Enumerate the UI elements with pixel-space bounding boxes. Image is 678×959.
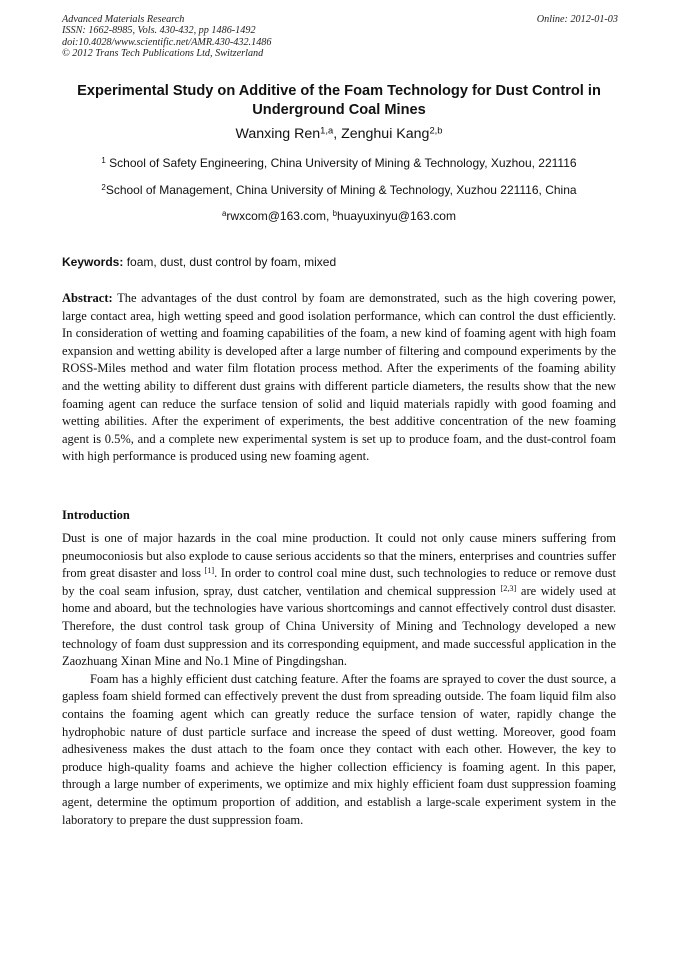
abstract	[62, 290, 616, 466]
affiliation-superscript: 1	[101, 156, 106, 166]
paragraph-text: are widely used at home and aboard, but the technologies have various shortcomings and cannot effectively control dust disaster. Therefore, the dust control task group of China University of Mining and Technology developed a new technology of foam dust suppression and its corresponding equipment, and made successful application in the Zaozhuang Xinan Mine and No.1 Mine of Pingdingshan.	[62, 583, 616, 669]
copyright-line: © 2012 Trans Tech Publications Ltd, Switzerland	[62, 47, 264, 59]
email-superscript: b	[332, 209, 338, 219]
affiliation-1	[62, 155, 616, 171]
paper-title: Experimental Study on Additive of the Foam Technology for Dust Control in Underground Coal Mines	[77, 83, 601, 118]
keywords-label: Keywords:	[62, 255, 124, 269]
paragraph	[62, 530, 616, 671]
section-heading: Introduction	[62, 508, 130, 522]
author-name: Zenghui Kang	[341, 126, 430, 142]
paragraph-text: . In order to control coal mine dust, such technologies to reduce or remove dust by the coal seam infusion, spray, dust catcher, ventilation and chemical suppression	[62, 566, 616, 598]
affiliation-text: School of Safety Engineering, China University of Mining & Technology, Xuzhou, 221116	[105, 156, 577, 170]
abstract-label: Abstract:	[62, 291, 113, 305]
affiliation-text: School of Management, China University of Mining & Technology, Xuzhou 221116, China	[105, 183, 577, 197]
email-address: huayuxinyu@163.com	[337, 209, 456, 223]
citation: [2,3]	[500, 583, 517, 593]
citation: [1]	[204, 566, 215, 576]
keywords-text: foam, dust, dust control by foam, mixed	[123, 255, 337, 269]
affiliation-superscript: 2	[101, 183, 106, 193]
paragraph: Foam has a highly efficient dust catching feature. After the foams are sprayed to cover the dust source, a gapless foam shield formed can effectively prevent the dust from spreading outside. The foam liquid film also contains the foaming agent which can greatly reduce the surface tension of water, rapidly change the hydrophobic nature of dust particle surface and increase the speed of dust wetting. Moreover, good foam adhesiveness makes the dust attach to the foam once they contact with each other. However, the key to produce high-quality foams and achieve the higher collection efficiency is foaming agent. In this paper, through a large number of experiments, we optimize and mix highly efficient foam dust suppression foaming agent, determine the optimum proportion of addition, and establish a large-scale experiment system in the laboratory to prepare the dust suppression foam.	[62, 671, 616, 827]
author-line	[62, 124, 616, 144]
doi-line: doi:10.4028/www.scientific.net/AMR.430-432.1486	[62, 36, 272, 48]
journal-header	[62, 14, 618, 59]
introduction-body	[62, 530, 616, 829]
issn-line: ISSN: 1662-8985, Vols. 430-432, pp 1486-1492	[62, 25, 256, 37]
keywords	[62, 254, 616, 270]
author-superscript: 2,b	[429, 125, 443, 136]
paragraph-text: Dust is one of major hazards in the coal mine production. It could not only cause miners suffering from pneumoconiosis but also explode to cause serious accidents so that the miners, enterprises and countries suffer from great disaster and loss	[62, 531, 616, 581]
online-date: Online: 2012-01-03	[536, 14, 618, 25]
author-name: Wanxing Ren	[235, 126, 321, 142]
email-line	[62, 208, 616, 224]
email-address: rwxcom@163.com,	[226, 209, 333, 223]
email-superscript: a	[222, 209, 227, 219]
author-superscript: 1,a	[320, 125, 334, 136]
abstract-text: The advantages of the dust control by foam are demonstrated, such as the high covering power, large contact area, high wetting speed and good isolation performance, which can control the dust efficiently. In consideration of wetting and foaming capabilities of the foam, a new kind of foaming agent with high foam expansion and wetting ability is developed after a large number of filtering and compound experiments by the ROSS-Miles method and water film flotation process method. After the experiments of the foaming ability and the wetting ability to different dust grains with different particle diameters, the results show that the new foaming agent can reduce the surface tension of solid and liquid materials rapidly with good foaming and wetting abilities. After the experiment of experiments, the best additive concentration of the new foaming agent is 0.5%, and a complete new experimental system is set up to produce foam, and the dust-control foam with high performance is produced using new foaming agent.	[62, 291, 616, 464]
affiliation-2	[62, 182, 616, 198]
journal-name: Advanced Materials Research	[62, 14, 185, 25]
author-separator: ,	[333, 126, 342, 142]
